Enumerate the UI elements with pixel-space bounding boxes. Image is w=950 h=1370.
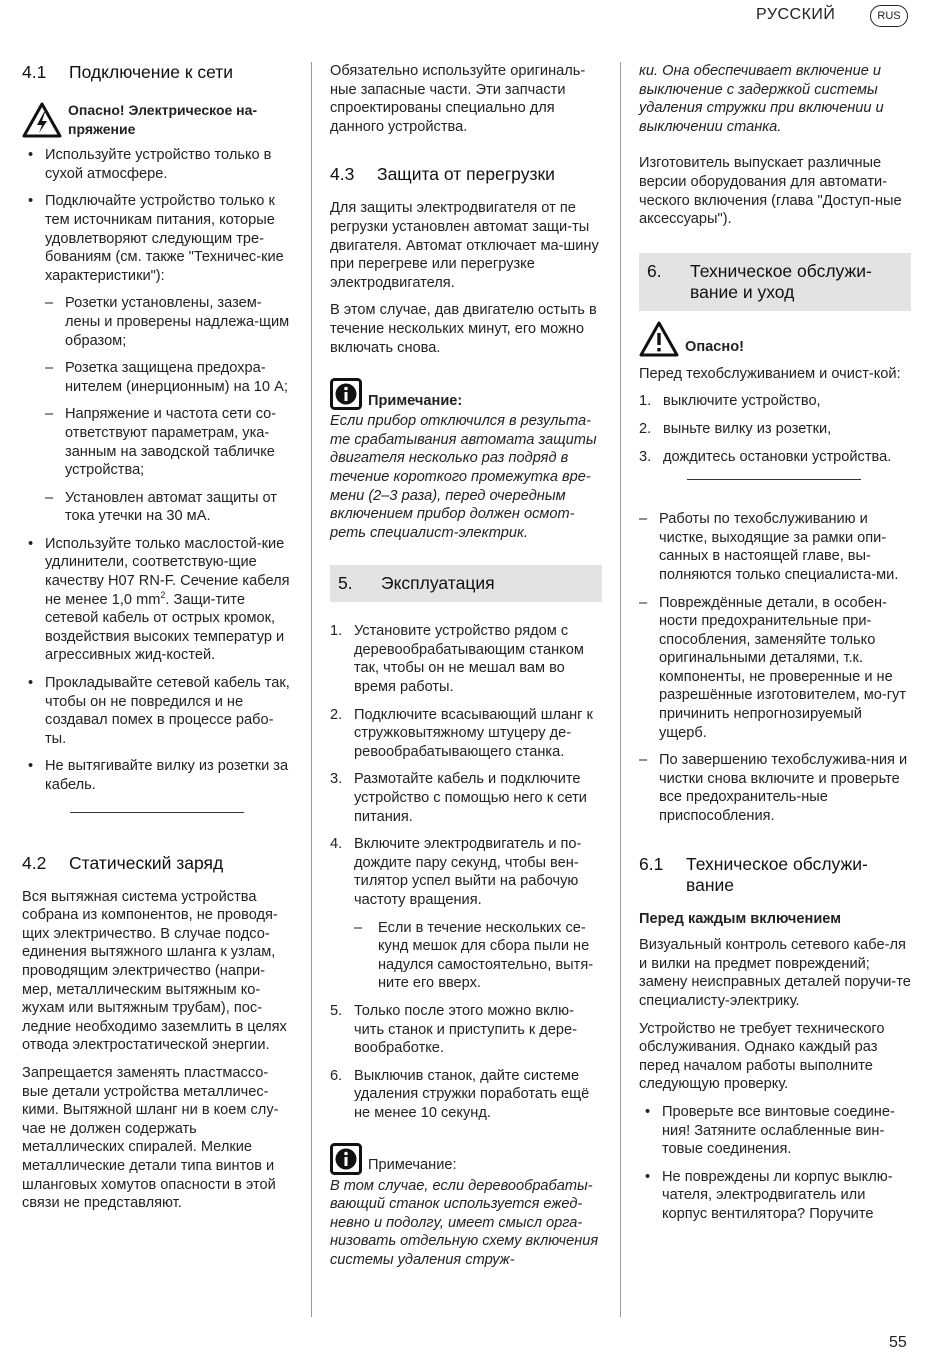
list-item: – По завершению техобслужива-ния и чистки снова включите и проверьте все предохранитель-ные приспособления. [639,751,911,825]
superscript: 2 [160,589,166,600]
paragraph: Изготовитель выпускает различные версии оборудования для автомати-ческого включения (глава "Доступ-ные аксессуары"). [639,155,902,228]
list-item: – Если в течение нескольких се-кунд мешок для сбора пыли не надулся самостоятельно, вытя-ните его вверх. [354,919,602,993]
section-heading-4-1 [22,62,292,83]
column-1 [22,62,292,1213]
step-number: 2. [330,706,343,723]
warning-icon [639,321,679,357]
step-text: Включите электродвигатель и по-дождите пару секунд, чтобы вен-тилятор успел выйти на рабочую частоту вращения. [354,836,582,908]
column-divider [620,62,621,1317]
list-item [639,420,911,439]
list-item-text: Используйте только маслостой-кие удлинители, соответствую-щие качеству H07 RN-F. Сечение кабеля не менее 1,0 mm [45,535,290,608]
column-3 [639,62,911,1224]
section-number: 4.2 [22,852,47,873]
info-icon [330,378,362,410]
list-item: • Прокладывайте сетевой кабель так, чтобы он не повредился и не создавал помех в процессе рабо-ты. [22,674,292,748]
separator-rule [687,479,861,480]
list-item: – Установлен автомат защиты от тока утечки на 30 мА. [45,489,292,526]
step-number: 5. [330,1002,343,1019]
preparation-list [639,392,911,466]
danger-warning [22,101,292,138]
danger-label: Опасно! [685,339,744,356]
note-header [330,378,602,410]
list-item [22,535,292,665]
list-item [22,192,292,526]
section-title: Подключение к сети [69,62,234,82]
paragraph: Перед техобслуживанием и очист-кой: [639,365,901,382]
list-item: – Работы по техобслуживанию и чистке, выходящие за рамки опи-санных в настоящей главе, вы-полняются только специалиста-ми. [639,510,911,584]
list-item [330,622,602,696]
step-text: выключите устройство, [663,393,821,410]
note-text: Если прибор отключился в результа-те срабатывания автомата защиты двигателя несколько раз подряд в течение короткого промежутка вре-мени (2–3 раза), перед очередным включением прибор должен осмот-реть специалист-электрик. [330,413,597,541]
steps-list [330,622,602,1122]
danger-label: Опасно! Электрическое на- пряжение [68,102,258,137]
note-label: Примечание: [368,1156,457,1173]
maintenance-rules-list [639,510,911,826]
list-item [330,770,602,826]
list-item [330,1002,602,1058]
step-text: выньте вилку из розетки, [663,420,832,437]
danger-warning [639,321,911,357]
section-heading-4-3 [330,164,602,185]
step-number: 3. [639,448,652,465]
section-heading-6 [639,253,911,311]
section-title: Эксплуатация [381,573,495,594]
section-title: Статический заряд [69,852,224,873]
list-item: – Розетка защищена предохра-нителем (инерционным) на 10 А; [45,359,292,396]
paragraph: Для защиты электродвигателя от пе регрузки установлен автомат защи-ты двигателя. Автомат отключает ма-шину при перегреве или перегрузке электродвигателя. [330,200,599,291]
list-item [639,448,911,467]
requirements-list [22,146,292,794]
info-icon [330,1143,362,1175]
list-item: • Используйте устройство только в сухой атмосфере. [22,146,292,183]
list-item: • Не повреждены ли корпус выклю-чателя, электродвигатель или корпус вентилятора? Поручите [639,1168,911,1224]
paragraph: В этом случае, дав двигателю остыть в течение нескольких минут, его можно включать снова. [330,302,597,356]
section-number: 6.1 [639,853,664,874]
paragraph: Обязательно используйте оригиналь-ные запасные части. Эти запчасти спроектированы специально для данного устройства. [330,63,586,135]
list-item: – Повреждённые детали, в особен-ности предохранительные при-способления, заменяйте только оригинальными деталями, т.к. компоненты, не проверенные и не разрешённые изготовителем, мо-гут причинить непрогнозируемый ущерб. [639,594,911,743]
step-number: 4. [330,836,343,853]
step-number: 1. [639,393,652,410]
column-2 [330,62,602,1270]
list-item: • Не вытягивайте вилку из розетки за кабель. [22,757,292,794]
note-label: Примечание: [368,392,463,409]
list-item [330,1067,602,1123]
paragraph: Вся вытяжная система устройства собрана из компонентов, не проводя-щих электричество. В случае подсо-единения вытяжного шланга к узлам, проводящим электричество (напри-мер, металлическим вытяжным ко-жухам или вытяжным трубам), пос-ледние необходимо заземлить в целях отвода электростатической энергии. [22,888,287,1054]
list-item [639,392,911,411]
paragraph: Запрещается заменять пластмассо-вые детали устройства металличес-кими. Вытяжной шланг ни в коем слу-чае не должен содержать металлических спиралей. Мелкие металлические детали типа винтов и шланговых хомутов опасности в этой связи не представляют. [22,1064,279,1212]
page-number: 55 [889,1334,907,1351]
list-item: • Проверьте все винтовые соедине-ния! Затяните ослабленные вин-товые соединения. [639,1103,911,1159]
check-list [639,1103,911,1224]
language-badge: RUS [870,5,908,27]
section-title: Техническое обслужи-вание [686,853,868,895]
section-title: Защита от перегрузки [377,164,555,185]
section-heading-5 [330,565,602,602]
list-item: – Розетки установлены, зазем-лены и проверены надлежа-щим образом; [45,294,292,350]
section-title: Техническое обслужи-вание и уход [690,260,872,302]
step-text: Выключив станок, дайте системе удаления стружки поработать ещё не менее 10 секунд. [354,1067,590,1121]
subheading: Перед каждым включением [639,910,842,927]
step-number: 1. [330,623,343,640]
note-header [330,1143,602,1175]
section-number: 4.1 [22,62,47,82]
step-number: 3. [330,771,343,788]
sublist [45,294,292,526]
step-number: 6. [330,1067,343,1084]
list-item-text: Подключайте устройство только к тем источникам питания, которые удовлетворяют следующим тре-бованиям (см. также "Техничес-кие характеристики"): [45,193,284,284]
step-text: Установите устройство рядом с деревообрабатывающим станком так, чтобы он не мешал вам во время работы. [354,623,584,696]
section-number: 5. [338,573,353,594]
list-item: – Напряжение и частота сети со-ответствуют параметрам, ука-занным на заводской табличке устройства; [45,405,292,479]
step-text: дождитесь остановки устройства. [663,448,892,465]
list-item-text: . Защи-тите сетевой кабель от острых кромок, воздействия высоких температур и агрессивных жид-костей. [45,591,285,664]
section-number: 4.3 [330,164,355,185]
list-item [330,835,602,993]
note-text-continued: ки. Она обеспечивает включение и выключение с задержкой системы удаления стружки при включении и выключении станка. [639,63,884,135]
section-number: 6. [647,260,662,281]
separator-rule [70,812,244,813]
note-text: В том случае, если деревообрабаты-вающий станок используется ежед-невно и подолгу, имеет смысл орга-низовать отдельную схему включения системы удаления струж- [330,1177,599,1268]
paragraph: Устройство не требует технического обслуживания. Однако каждый раз перед началом работы выполните следующую проверку. [639,1020,885,1093]
step-number: 2. [639,420,652,437]
list-item [330,706,602,762]
step-text: Подключите всасывающий шланг к стружковытяжному штуцеру де-ревообрабатывающего станка. [354,706,593,760]
section-heading-4-2 [22,853,292,874]
section-heading-6-1 [639,854,911,896]
header-language: РУССКИЙ [756,6,836,23]
paragraph: Визуальный контроль сетевого кабе-ля и вилки на предмет повреждений; замену неисправных деталей поручи-те специалисту-электрику. [639,937,911,1009]
column-divider [311,62,312,1317]
step-text: Только после этого можно вклю-чить станок и приступить к дере-вообработке. [354,1002,578,1057]
step-text: Размотайте кабель и подключите устройство с помощью него к сети питания. [354,771,587,825]
sublist [354,919,602,993]
